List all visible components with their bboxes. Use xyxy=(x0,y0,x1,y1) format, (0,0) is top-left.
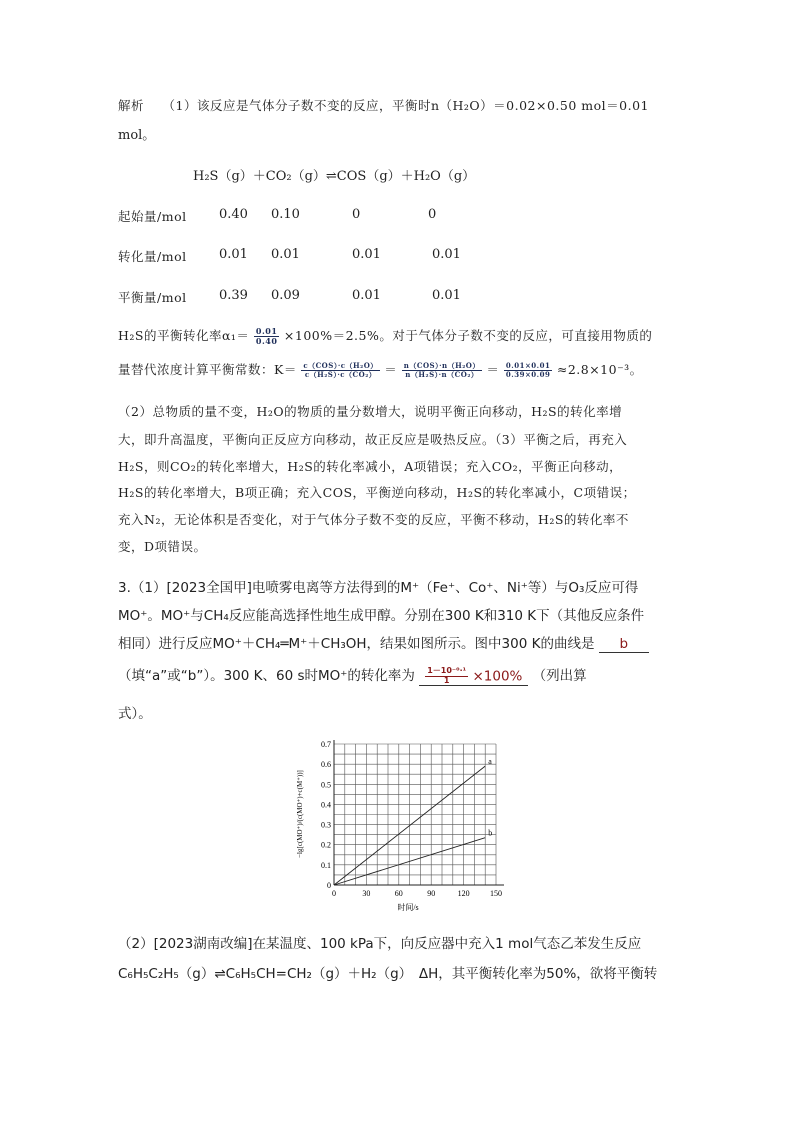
y-tick-label: 0.7 xyxy=(321,740,331,749)
answer-fraction xyxy=(425,667,468,686)
conversion-line xyxy=(118,326,652,346)
x-tick-label: 60 xyxy=(394,889,403,898)
x-tick-label: 0 xyxy=(332,889,336,898)
analysis-line-1 xyxy=(118,96,649,114)
table-cell: 0.01 xyxy=(352,288,381,303)
answer-blank-curve: b xyxy=(599,636,649,653)
analysis-p2-line2: 大，即升高温度，平衡向正反应方向移动，故正反应是吸热反应。（3）平衡之后，再充入 xyxy=(118,432,628,447)
fraction-denominator: 0.39×0.09 xyxy=(505,370,551,379)
fraction-denominator: n（H₂S）·n（CO₂） xyxy=(405,370,479,379)
row-label: 起始量/mol xyxy=(118,209,187,224)
analysis-p1-line2: mol。 xyxy=(118,128,156,143)
question3-line5: 式）。 xyxy=(118,706,152,722)
question3-line4-text: （填“a”或“b”）。300 K、60 s时MO⁺的转化率为 xyxy=(118,668,415,684)
fraction-denominator: 0.40 xyxy=(255,336,278,346)
equals-sign: ＝ xyxy=(486,362,500,377)
question3-line1: 3.（1）[2023全国甲]电喷雾电离等方法得到的M⁺（Fe⁺、Co⁺、Ni⁺等）与O₃反应可得 xyxy=(118,580,639,596)
analysis-p2-line5: 充入N₂，无论体积是否变化，对于气体分子数不变的反应，平衡不移动，H₂S的转化率不 xyxy=(118,512,629,527)
row-label: 平衡量/mol xyxy=(118,290,187,305)
y-tick-label: 0.3 xyxy=(321,820,331,830)
x-tick-label: 90 xyxy=(427,889,436,898)
table-cell: 0.01 xyxy=(432,247,461,262)
fraction-numerator: 0.01 xyxy=(255,326,278,337)
table-cell: 0.40 xyxy=(219,207,248,222)
conversion-text-tail: ×100%＝2.5%。对于气体分子数不变的反应，可直接用物质的 xyxy=(283,328,653,343)
reaction-equation: H₂S（g）＋CO₂（g）⇌COS（g）＋H₂O（g） xyxy=(193,169,476,184)
x-tick-label: 30 xyxy=(362,889,371,898)
series-label-a: a xyxy=(488,757,492,767)
y-tick-label: 0.4 xyxy=(321,800,331,810)
equals-sign: ＝ xyxy=(384,362,398,377)
analysis-p2-line3: H₂S，则CO₂的转化率增大，H₂S的转化率减小，A项错误；充入CO₂，平衡正向移动， xyxy=(118,459,623,474)
fraction-numerator: n（COS）·n（H₂O） xyxy=(403,361,480,371)
table-cell: 0.10 xyxy=(271,207,300,222)
analysis-label: 解析 xyxy=(118,98,145,113)
row-label: 转化量/mol xyxy=(118,249,187,264)
conversion-text: H₂S的平衡转化率α₁＝ xyxy=(118,328,250,343)
x-axis-label: 时间/s xyxy=(397,903,419,912)
y-axis-label: −lg[c(MO⁺)/(c(MO⁺)+c(M⁺))] xyxy=(296,770,304,858)
chart-axes xyxy=(334,740,504,885)
conversion-fraction xyxy=(254,327,279,346)
table-cell: 0 xyxy=(428,207,437,222)
equilibrium-constant-line xyxy=(118,360,643,379)
answer-blank-conversion xyxy=(419,667,528,687)
k-text: 量替代浓度计算平衡常数：K＝ xyxy=(118,362,297,377)
fraction-denominator: 1 xyxy=(443,675,450,685)
table-cell: 0 xyxy=(352,207,361,222)
table-cell: 0.01 xyxy=(352,247,381,262)
y-tick-label: 0.2 xyxy=(321,840,331,850)
x-tick-label: 150 xyxy=(490,889,502,898)
question3-line4 xyxy=(118,664,587,686)
question3-line2: MO⁺。MO⁺与CH₄反应能高选择性地生成甲醇。分别在300 K和310 K下（其他反应条件 xyxy=(118,608,645,624)
analysis-p2-line1: （2）总物质的量不变，H₂O的物质的量分数增大，说明平衡正向移动，H₂S的转化率增 xyxy=(118,404,623,419)
analysis-p1-line1: （1）该反应是气体分子数不变的反应，平衡时n（H₂O）＝0.02×0.50 mol＝0.01 xyxy=(162,98,649,113)
k-fraction-3 xyxy=(504,362,552,378)
x-tick-label: 120 xyxy=(457,889,470,898)
question3-line3-text: 相同）进行反应MO⁺＋CH₄═M⁺＋CH₃OH，结果如图所示。图中300 K的曲线是 xyxy=(118,636,595,652)
k-result: ≈2.8×10⁻³。 xyxy=(556,362,643,377)
chart-grid xyxy=(334,744,496,885)
y-tick-label: 0.6 xyxy=(321,760,331,770)
conversion-chart xyxy=(290,734,520,914)
fraction-numerator: 1－10⁻⁰·¹ xyxy=(427,665,467,675)
fraction-numerator: 0.01×0.01 xyxy=(505,361,551,371)
question3-part2-line2: C₆H₅C₂H₅（g）⇌C₆H₅CH=CH₂（g）＋H₂（g） ΔH，其平衡转化率为50%，欲将平衡转 xyxy=(118,966,658,982)
question3-line3 xyxy=(118,632,649,653)
table-cell: 0.09 xyxy=(271,288,300,303)
table-cell: 0.01 xyxy=(432,288,461,303)
series-label-b: b xyxy=(488,828,493,838)
question3-part2-line1: （2）[2023湖南改编]在某温度、100 kPa下，向反应器中充入1 mol气态乙苯发生反应 xyxy=(118,936,642,952)
analysis-p2-line6: 变，D项错误。 xyxy=(118,539,207,554)
table-cell: 0.01 xyxy=(219,247,248,262)
fraction-denominator: c（H₂S）·c（CO₂） xyxy=(304,370,377,379)
k-fraction-2 xyxy=(402,362,482,378)
fraction-numerator: c（COS）·c（H₂O） xyxy=(303,361,378,371)
question3-line4-tail: （列出算 xyxy=(532,668,587,684)
answer-percent: ×100% xyxy=(472,668,523,684)
chart-series xyxy=(334,757,492,885)
table-cell: 0.39 xyxy=(219,288,248,303)
table-cell: 0.01 xyxy=(271,247,300,262)
y-tick-label: 0.1 xyxy=(321,860,331,870)
k-fraction-1 xyxy=(301,362,379,378)
y-tick-label: 0.5 xyxy=(321,780,331,790)
y-tick-label: 0 xyxy=(327,881,331,890)
analysis-p2-line4: H₂S的转化率增大，B项正确；充入COS，平衡逆向移动，H₂S的转化率减小，C项错误； xyxy=(118,485,636,500)
